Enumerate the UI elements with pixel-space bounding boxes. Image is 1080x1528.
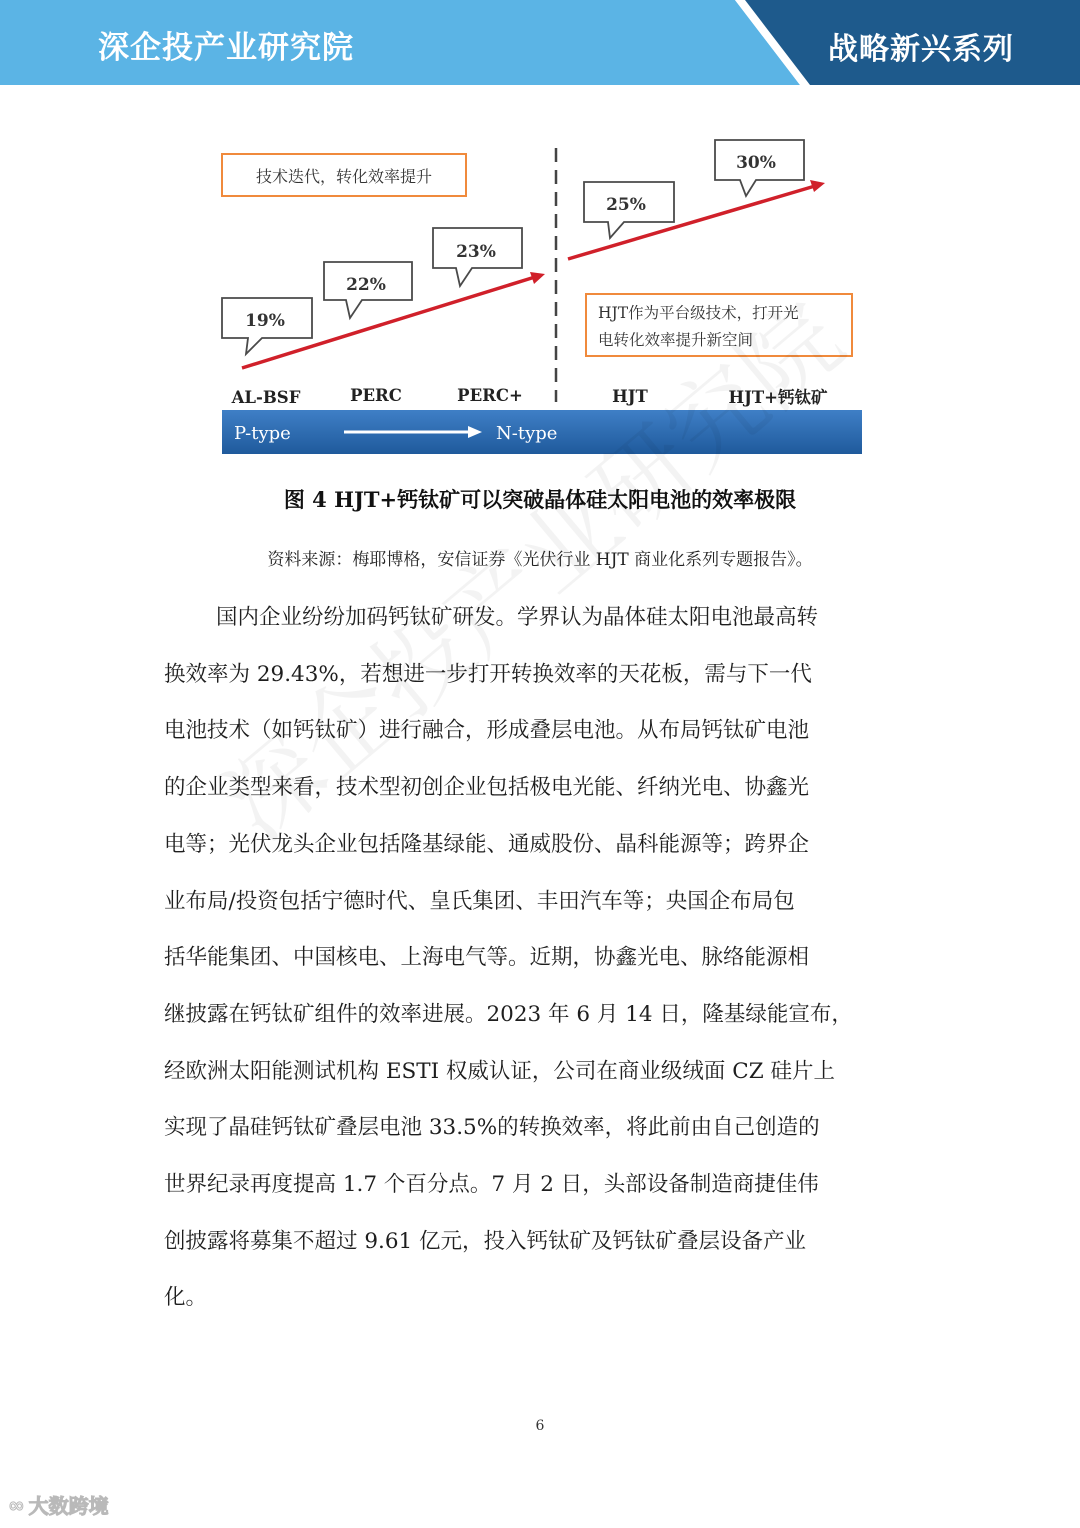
body-line: 创披露将募集不超过 9.61 亿元，投入钙钛矿及钙钛矿叠层设备产业 [164,1228,807,1254]
body-line: 国内企业纷纷加码钙钛矿研发。学界认为晶体硅太阳电池最高转 [216,605,819,630]
callout-25-label: 25% [606,195,646,215]
type-from-label: P-type [234,423,291,444]
body-line: 继披露在钙钛矿组件的效率进展。2023 年 6 月 14 日，隆基绿能宣布， [164,1001,853,1027]
tech-label-perc: PERC [350,386,402,405]
org-name: 深企投产业研究院 [98,30,354,66]
source-logo [8,1490,109,1519]
trend-arrowhead-p [530,272,545,284]
callout-30-label: 30% [736,153,776,173]
callout-22 [324,262,412,318]
body-paragraph [164,590,920,1327]
efficiency-diagram [200,130,880,470]
callout-19-label: 19% [245,311,285,331]
note-left-text: 技术迭代，转化效率提升 [255,167,433,186]
logo-text: 大数跨境 [28,1494,109,1518]
logo-icon: ∞ [8,1492,25,1517]
body-line: 实现了晶硅钙钛矿叠层电池 33.5%的转换效率，将此前由自己创造的 [164,1115,820,1141]
figure-source: 资料来源：梅耶博格，安信证券《光伏行业 HJT 商业化系列专题报告》。 [267,550,813,570]
callout-22-label: 22% [346,275,386,295]
callout-23-label: 23% [456,242,496,262]
tech-label-al-bsf: AL-BSF [231,388,301,407]
tech-label-hjt-perovskite: HJT+钙钛矿 [728,388,828,407]
note-right-line2: 电转化效率提升新空间 [598,331,754,349]
type-to-label: N-type [496,423,558,444]
page-header [0,0,1080,85]
callout-19 [222,298,312,354]
body-line: 业布局/投资包括宁德时代、皇氏集团、丰田汽车等；央国企布局包 [164,888,795,914]
page-number: 6 [535,1418,545,1434]
body-line: 世界纪录再度提高 1.7 个百分点。7 月 2 日，头部设备制造商捷佳伟 [164,1172,819,1198]
efficiency-figure [200,130,880,470]
body-line: 经欧洲太阳能测试机构 ESTI 权威认证，公司在商业级绒面 CZ 硅片上 [164,1058,835,1084]
figure-caption: 图 4 HJT+钙钛矿可以突破晶体硅太阳电池的效率极限 [283,487,797,512]
body-line: 换效率为 29.43%，若想进一步打开转换效率的天花板，需与下一代 [164,661,812,687]
body-line: 的企业类型来看，技术型初创企业包括极电光能、纤纳光电、协鑫光 [164,775,810,801]
body-line: 电等；光伏龙头企业包括隆基绿能、通威股份、晶科能源等；跨界企 [164,831,810,857]
tech-label-hjt: HJT [612,387,648,406]
body-line: 电池技术（如钙钛矿）进行融合，形成叠层电池。从布局钙钛矿电池 [164,718,810,744]
body-line: 括华能集团、中国核电、上海电气等。近期，协鑫光电、脉络能源相 [164,945,810,971]
series-name: 战略新兴系列 [828,32,1014,67]
trend-arrowhead-n [810,180,825,192]
callout-23 [433,228,522,286]
body-line: 化。 [164,1285,208,1311]
tech-label-perc-plus: PERC+ [457,386,523,405]
note-right-line1: HJT作为平台级技术，打开光 [598,304,799,322]
callout-30 [715,140,804,196]
callout-25 [584,182,674,238]
